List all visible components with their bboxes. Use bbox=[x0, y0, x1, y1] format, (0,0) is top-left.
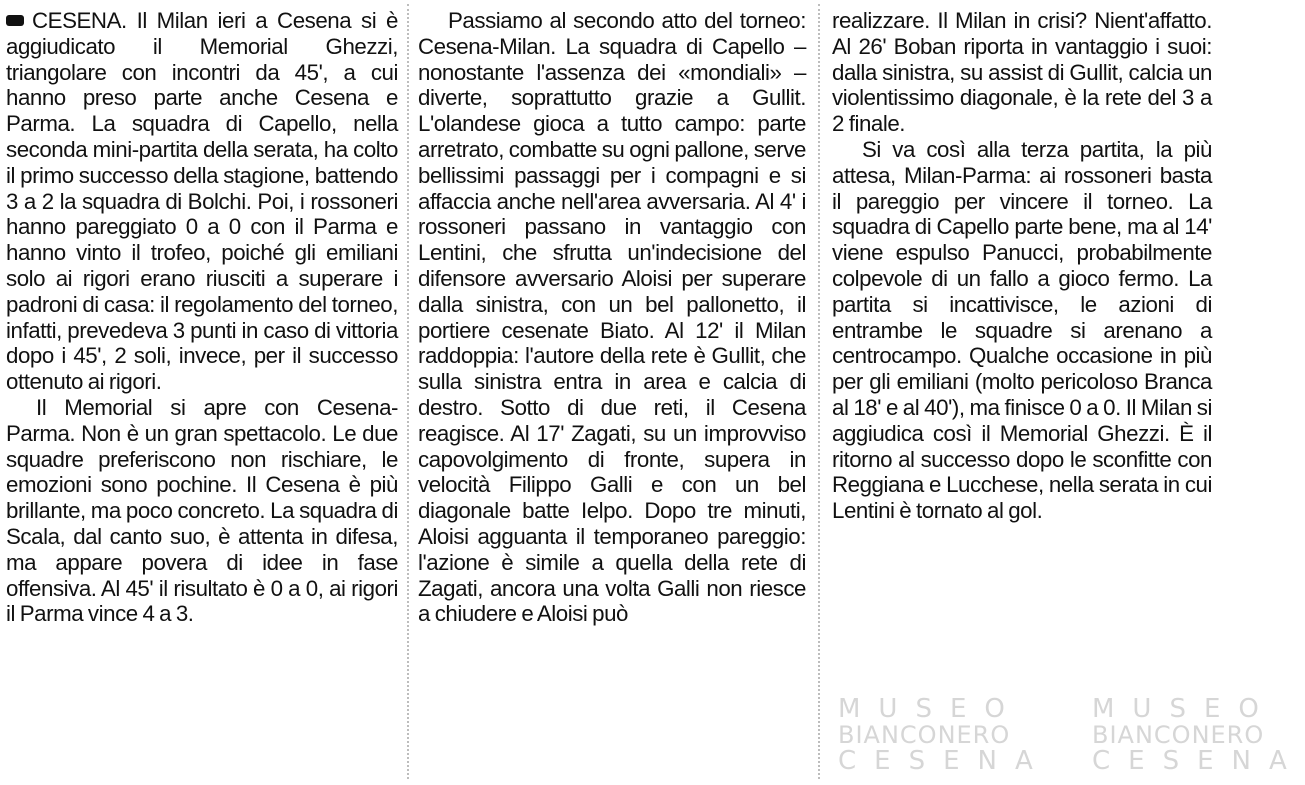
watermark-line2: BIANCONERO bbox=[838, 721, 1011, 749]
article-paragraph: Si va così alla terza partita, la più attesa, Milan-Parma: ai rossoneri basta il pareggio per vincere il torneo. La squadra di Capello parte bene, ma al 14' viene espulso Panucci, probabilmente colpevole di un fallo a gioco fermo. La partita si incattivisce, le azioni di entrambe le squadre si arenano a centrocampo. Qualche occasione in più per gli emiliani (molto pericoloso Branca al 18' e al 40'), ma finisce 0 a 0. Il Milan si aggiudica così il Memorial Ghezzi. È il ritorno al successo dopo le sconfitte con Reggiana e Lucchese, nella serata in cui Lentini è tornato al gol. bbox=[832, 136, 1212, 524]
column-divider bbox=[407, 4, 409, 779]
watermark-line3: CESENA bbox=[838, 746, 1051, 776]
article-column-2 bbox=[418, 8, 806, 627]
paragraph-text: Il Milan ieri a Cesena si è aggiudicato il Memorial Ghezzi, triangolare con incontri da 45', a cui hanno preso parte anche Cesena e Parma. La squadra di Capello, nella seconda mini-partita della serata, ha colto il primo successo della stagione, battendo 3 a 2 la squadra di Bolchi. Poi, i rossoneri hanno pareggiato 0 a 0 con il Parma e hanno vinto il trofeo, poiché gli emiliani solo ai rigori erano riusciti a superare i padroni di casa: il regolamento del torneo, infatti, prevedeva 3 punti in caso di vittoria dopo i 45', 2 soli, invece, per il successo ottenuto ai rigori. bbox=[6, 8, 398, 395]
article-paragraph: Passiamo al secondo atto del torneo: Cesena-Milan. La squadra di Capello – nonostante l'assenza dei «mondiali» – diverte, soprattutto grazie a Gullit. L'olandese gioca a tutto campo: parte arretrato, combatte su ogni pallone, serve bellissimi passaggi per i compagni e si affaccia anche nell'area avversaria. Al 4' i rossoneri passano in vantaggio con Lentini, che sfrutta un'indecisione del difensore avversario Aloisi per superare dalla sinistra, con un bel pallonetto, il portiere cesenate Biato. Al 12' il Milan raddoppia: l'autore della rete è Gullit, che sulla sinistra entra in area e calcia di destro. Sotto di due reti, il Cesena reagisce. Al 17' Zagati, su un improvviso capovolgimento di fronte, supera in velocità Filippo Galli e con un bel diagonale batte Ielpo. Dopo tre minuti, Aloisi agguanta il temporaneo pareggio: l'azione è simile a quella della rete di Zagati, ancora una volta Galli non riesce a chiudere e Aloisi può bbox=[418, 8, 806, 627]
article-paragraph bbox=[6, 8, 398, 395]
article-column-1 bbox=[6, 8, 398, 627]
watermark-line2: BIANCONERO bbox=[1092, 721, 1265, 749]
article-paragraph: realizzare. Il Milan in crisi? Nient'affatto. Al 26' Boban riporta in vantaggio i suoi: dalla sinistra, su assist di Gullit, calcia un violentissimo diagonale, è la rete del 3 a 2 finale. bbox=[832, 8, 1212, 137]
watermark-line3: CESENA bbox=[1092, 746, 1305, 776]
watermark-line1: MUSEO bbox=[1092, 694, 1277, 724]
dateline: CESENA. bbox=[32, 8, 127, 33]
column-divider bbox=[818, 4, 820, 779]
article-paragraph: Il Memorial si apre con Cesena-Parma. Non è un gran spettacolo. Le due squadre preferiscono non rischiare, le emozioni sono pochine. Il Cesena è più brillante, ma poco concreto. La squadra di Scala, dal canto suo, è attenta in difesa, ma appare povera di idee in fase offensiva. Al 45' il risultato è 0 a 0, ai rigori il Parma vince 4 a 3. bbox=[6, 394, 398, 627]
watermark bbox=[838, 694, 1051, 776]
article-column-3 bbox=[832, 8, 1212, 524]
watermark-line1: MUSEO bbox=[838, 694, 1023, 724]
bullet-icon bbox=[6, 15, 24, 26]
watermark bbox=[1092, 694, 1305, 776]
